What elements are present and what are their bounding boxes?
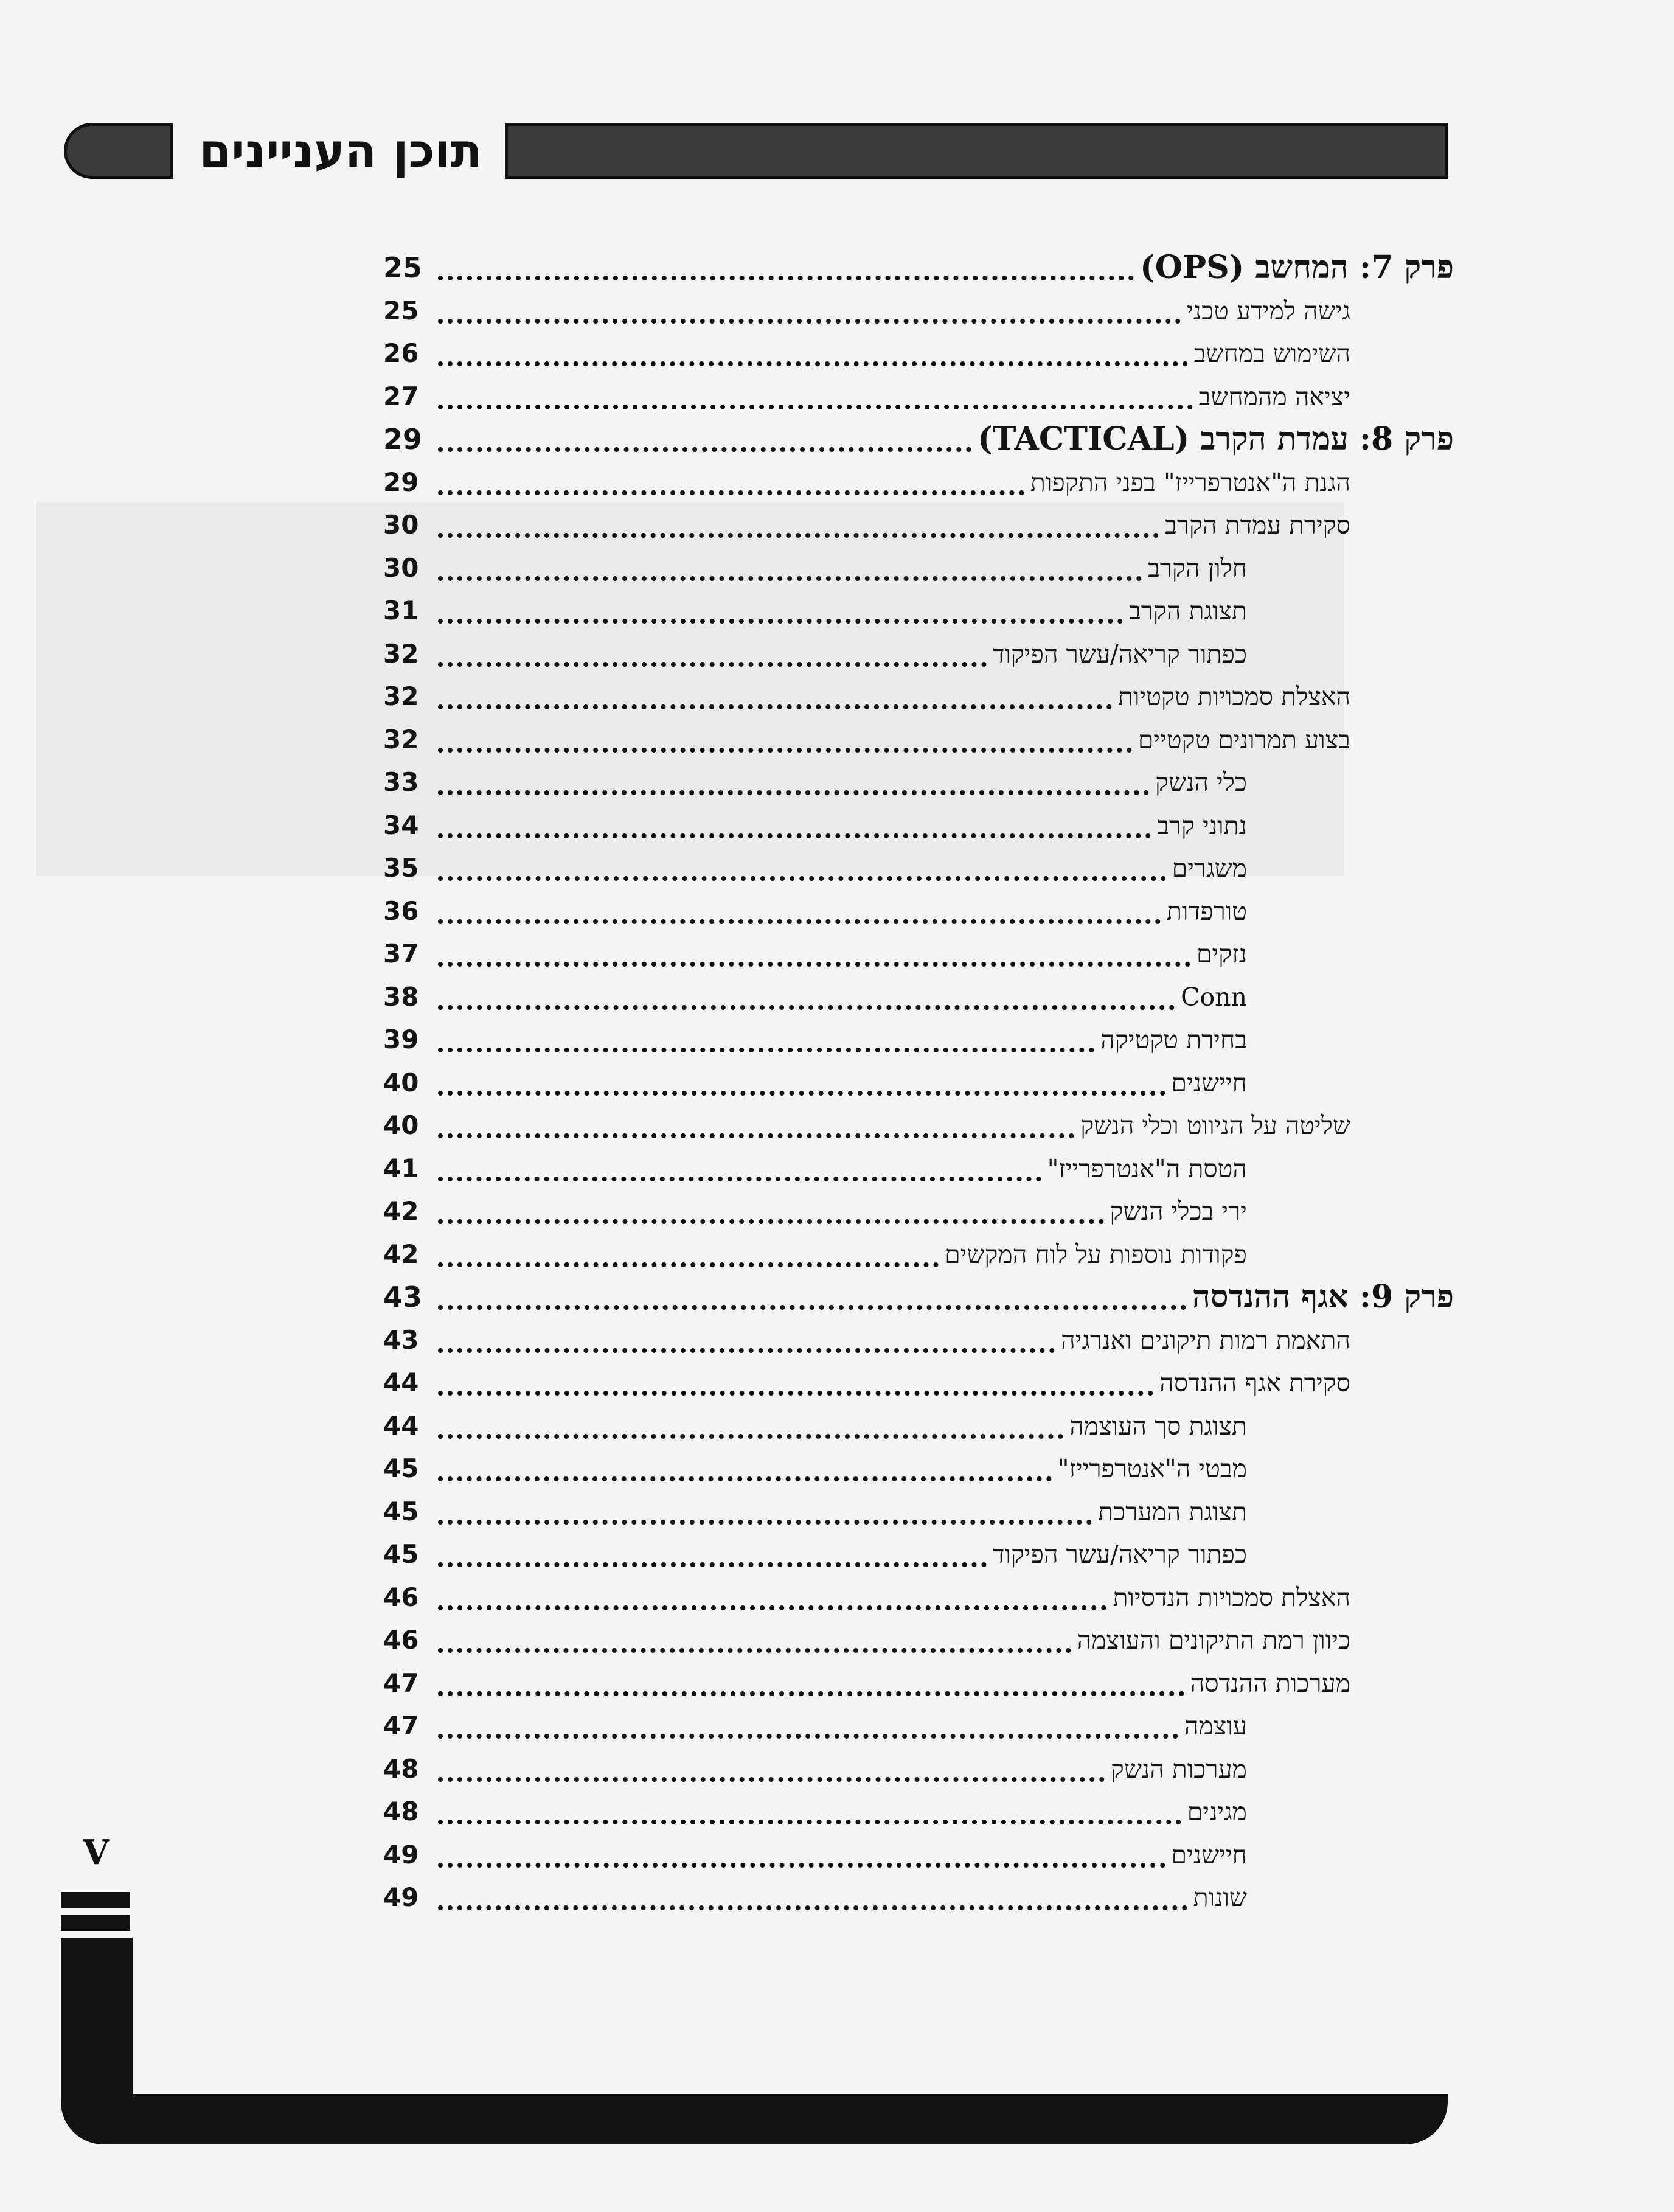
- toc-page-number: 27: [383, 381, 419, 411]
- toc-entry-title: חיישנים: [1171, 1068, 1247, 1097]
- toc-entry-title: סקירת אגף ההנדסה: [1159, 1368, 1350, 1397]
- toc-entry-row: [383, 847, 1247, 889]
- toc-chapter-row: [383, 246, 1454, 289]
- dot-leader: [438, 721, 1132, 753]
- toc-entry-title: הגנת ה"אנטרפרייז" בפני התקפות: [1030, 467, 1350, 497]
- toc-entry-title: מערכות ההנדסה: [1190, 1668, 1350, 1698]
- toc-entry-title: כפתור קריאה/עשר הפיקוד: [992, 1540, 1247, 1569]
- toc-page-number: 29: [383, 467, 419, 497]
- toc-entry-title: התאמת רמות תיקונים ואנרגיה: [1061, 1325, 1350, 1355]
- dot-leader: [438, 978, 1175, 1010]
- toc-entry-row: [383, 1362, 1350, 1404]
- toc-entry-title: כפתור קריאה/עשר הפיקוד: [992, 639, 1247, 669]
- toc-entry-title: האצלת סמכויות טקטיות: [1117, 682, 1350, 711]
- toc-entry-title: פרק 7: המחשב (OPS): [1140, 249, 1454, 286]
- toc-entry-title: מגינים: [1187, 1797, 1247, 1826]
- toc-entry-row: [383, 1790, 1247, 1833]
- dot-leader: [438, 420, 971, 452]
- toc-entry-title: מבטי ה"אנטרפרייז": [1057, 1454, 1247, 1483]
- dot-leader: [438, 1879, 1187, 1910]
- toc-page-number: 33: [383, 767, 419, 797]
- toc-entry-title: בצוע תמרונים טקטיים: [1137, 725, 1350, 754]
- dot-leader: [438, 249, 1134, 280]
- toc-entry-row: [383, 933, 1247, 975]
- toc-page-number: 30: [383, 552, 419, 583]
- toc-page-number: 45: [383, 1453, 419, 1483]
- toc-entry-row: [383, 761, 1247, 804]
- toc-entry-row: [383, 804, 1247, 847]
- toc-entry-row: [383, 718, 1350, 761]
- toc-entry-row: [383, 1104, 1350, 1147]
- dot-leader: [438, 1150, 1041, 1181]
- dot-leader: [438, 1107, 1074, 1138]
- toc-entry-row: [383, 1018, 1247, 1061]
- header-bar-right: [505, 123, 1448, 179]
- toc-entry-row: [383, 1576, 1350, 1619]
- dot-leader: [438, 378, 1193, 409]
- dot-leader: [438, 1750, 1105, 1782]
- toc-page-number: 49: [383, 1839, 419, 1869]
- toc-entry-row: [383, 1533, 1247, 1576]
- toc-page-number: 46: [383, 1582, 419, 1612]
- toc-page-number: 48: [383, 1796, 419, 1826]
- toc-page-number: 32: [383, 681, 419, 711]
- toc-entry-title: חיישנים: [1171, 1840, 1247, 1869]
- page-number-mark: V: [83, 1832, 109, 1873]
- toc-entry-title: סקירת עמדת הקרב: [1165, 510, 1350, 540]
- toc-entry-title: שליטה על הניווט וכלי הנשק: [1080, 1111, 1350, 1140]
- toc-entry-title: הטסת ה"אנטרפרייז": [1047, 1153, 1247, 1183]
- toc-entry-title: Conn: [1181, 982, 1247, 1012]
- toc-page-number: 48: [383, 1753, 419, 1784]
- toc-entry-title: טורפדות: [1166, 896, 1247, 926]
- dot-leader: [438, 1064, 1165, 1096]
- toc-page-number: 44: [383, 1410, 419, 1441]
- frame-tab-line: [61, 1892, 130, 1908]
- toc-page-number: 29: [383, 423, 423, 456]
- toc-entry-row: [383, 504, 1350, 546]
- toc-entry-row: [383, 461, 1350, 504]
- toc-entry-title: תצוגת סך העוצמה: [1069, 1411, 1247, 1441]
- toc-chapter-row: [383, 1276, 1454, 1318]
- frame-bottom-inner: [133, 2056, 1448, 2094]
- toc-page-number: 40: [383, 1110, 419, 1140]
- toc-entry-row: [383, 890, 1247, 933]
- dot-leader: [438, 1192, 1104, 1224]
- toc-entry-title: שונות: [1193, 1883, 1247, 1912]
- toc-page-number: 41: [383, 1153, 419, 1183]
- toc-page-number: 39: [383, 1024, 419, 1054]
- toc-entry-row: [383, 1876, 1247, 1919]
- toc-entry-title: נזקים: [1196, 939, 1247, 969]
- dot-leader: [438, 1321, 1055, 1353]
- dot-leader: [438, 1493, 1092, 1525]
- toc-entry-row: [383, 1662, 1350, 1705]
- toc-page-number: 47: [383, 1711, 419, 1741]
- dot-leader: [438, 1536, 987, 1567]
- toc-page-number: 36: [383, 896, 419, 926]
- toc-entry-title: מערכות הנשק: [1110, 1754, 1247, 1784]
- toc-page-number: 42: [383, 1196, 419, 1226]
- toc-entry-row: [383, 633, 1247, 675]
- dot-leader: [438, 1621, 1071, 1653]
- dot-leader: [438, 1793, 1181, 1824]
- toc-page-number: 32: [383, 724, 419, 754]
- toc-entry-title: תצוגת הקרב: [1129, 596, 1247, 625]
- dot-leader: [438, 292, 1181, 324]
- toc-page-number: 26: [383, 338, 419, 368]
- dot-leader: [438, 335, 1188, 366]
- toc-entry-row: [383, 1062, 1247, 1104]
- dot-leader: [438, 464, 1024, 495]
- toc-page-number: 44: [383, 1368, 419, 1397]
- toc-page-number: 38: [383, 981, 419, 1012]
- toc-entry-row: [383, 1834, 1247, 1876]
- toc-entry-title: נתוני קרב: [1157, 810, 1247, 840]
- toc-entry-row: [383, 1490, 1247, 1533]
- toc-page-number: 46: [383, 1625, 419, 1655]
- toc-page-number: 37: [383, 939, 419, 969]
- toc-entry-row: [383, 1447, 1247, 1490]
- toc-entry-title: פרק 8: עמדת הקרב (TACTICAL): [978, 420, 1454, 457]
- toc-page-number: 25: [383, 295, 419, 325]
- toc-page-number: 32: [383, 638, 419, 669]
- frame-tab-line: [61, 1915, 130, 1931]
- toc-entry-title: כלי הנשק: [1155, 768, 1247, 797]
- toc-page-number: 35: [383, 853, 419, 883]
- toc-entry-row: [383, 547, 1247, 590]
- toc-entry-row: [383, 290, 1350, 332]
- toc-page-number: 25: [383, 251, 423, 284]
- toc-page-number: 42: [383, 1239, 419, 1269]
- toc-page-number: 47: [383, 1668, 419, 1698]
- toc-page-number: 45: [383, 1496, 419, 1526]
- toc-entry-row: [383, 375, 1350, 418]
- toc-entry-title: יציאה מהמחשב: [1198, 381, 1350, 411]
- toc-entry-row: [383, 1705, 1247, 1747]
- dot-leader: [438, 549, 1142, 581]
- toc-entry-title: גישה למידע טכני: [1186, 296, 1350, 325]
- toc-page-number: 43: [383, 1281, 423, 1313]
- toc-entry-title: עוצמה: [1184, 1711, 1247, 1741]
- toc-entry-row: [383, 976, 1247, 1018]
- toc-page-number: 43: [383, 1324, 419, 1355]
- page-title: תוכן העניינים: [199, 123, 482, 178]
- toc-entry-row: [383, 1619, 1350, 1661]
- dot-leader: [438, 849, 1166, 881]
- dot-leader: [438, 1579, 1106, 1610]
- toc-entry-title: פקודות נוספות על לוח המקשים: [945, 1239, 1247, 1269]
- dot-leader: [438, 1836, 1165, 1868]
- toc-entry-title: האצלת סמכויות הנדסיות: [1113, 1582, 1350, 1612]
- toc-entry-title: ירי בכלי הנשק: [1110, 1197, 1247, 1226]
- toc-entry-title: משגרים: [1172, 854, 1247, 883]
- toc-page-number: 45: [383, 1539, 419, 1569]
- toc-entry-row: [383, 1190, 1247, 1233]
- toc-page-number: 34: [383, 810, 419, 840]
- dot-leader: [438, 1236, 939, 1267]
- dot-leader: [438, 1364, 1153, 1396]
- toc-entry-row: [383, 1748, 1247, 1790]
- dot-leader: [438, 635, 987, 667]
- dot-leader: [438, 935, 1190, 967]
- toc-entry-row: [383, 1233, 1247, 1276]
- dot-leader: [438, 592, 1123, 624]
- toc-entry-title: תצוגת המערכת: [1098, 1497, 1247, 1526]
- header-bar-left: [64, 123, 173, 179]
- toc-entry-title: פרק 9: אגף ההנדסה: [1192, 1278, 1454, 1315]
- dot-leader: [438, 1664, 1184, 1696]
- dot-leader: [438, 807, 1151, 838]
- toc-entry-row: [383, 590, 1247, 632]
- toc-page-number: 40: [383, 1067, 419, 1097]
- toc-entry-title: השימוש במחשב: [1193, 339, 1350, 368]
- toc-entry-row: [383, 675, 1350, 718]
- toc-entry-row: [383, 1405, 1247, 1447]
- dot-leader: [438, 892, 1161, 924]
- toc-entry-title: חלון הקרב: [1148, 553, 1247, 583]
- toc-entry-title: בחירת טקטיקה: [1100, 1025, 1247, 1054]
- dot-leader: [438, 506, 1159, 538]
- toc-entry-row: [383, 1147, 1247, 1190]
- toc-entry-row: [383, 1319, 1350, 1362]
- dot-leader: [438, 1021, 1094, 1052]
- dot-leader: [438, 763, 1149, 795]
- toc-entry-row: [383, 332, 1350, 375]
- toc-page-number: 30: [383, 510, 419, 540]
- toc-page-number: 49: [383, 1882, 419, 1912]
- toc-page-number: 31: [383, 596, 419, 625]
- dot-leader: [438, 1278, 1186, 1310]
- dot-leader: [438, 678, 1112, 709]
- toc-chapter-row: [383, 418, 1454, 461]
- dot-leader: [438, 1407, 1063, 1439]
- dot-leader: [438, 1707, 1178, 1739]
- toc-entry-title: כיוון רמת התיקונים והעוצמה: [1077, 1626, 1350, 1655]
- dot-leader: [438, 1450, 1052, 1481]
